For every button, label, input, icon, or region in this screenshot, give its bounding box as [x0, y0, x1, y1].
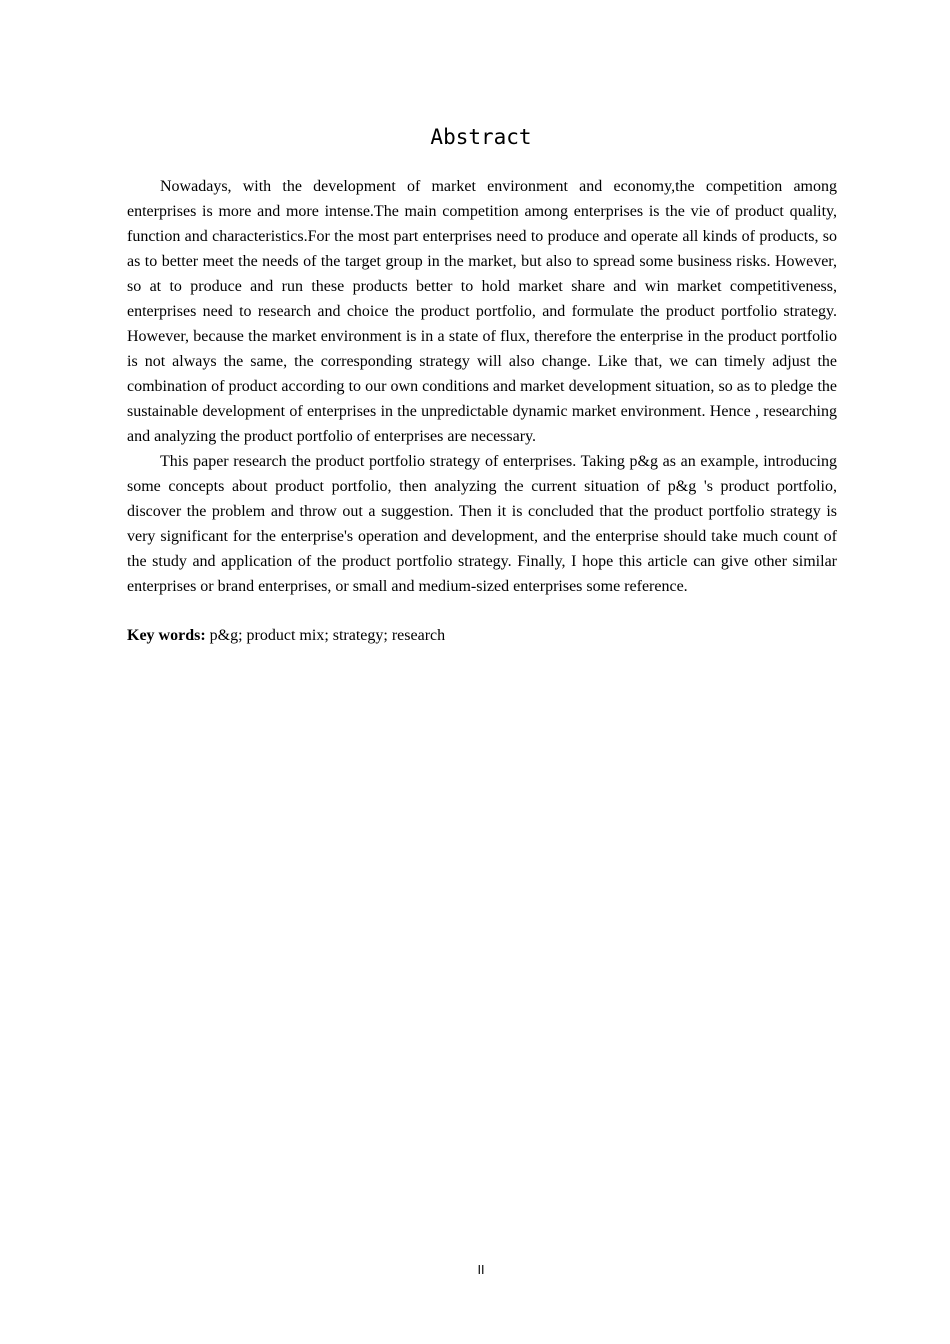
keywords-line [127, 623, 837, 648]
abstract-paragraph-1: Nowadays, with the development of market environment and economy,the competition among enterprises is more and more intense.The main competition among enterprises is the vie of product quality, function and characteristics.For the most part enterprises need to produce and operate all kinds of products, so as to better meet the needs of the target group in the market, but also to spread some business risks. However, so at to produce and run these products better to hold market share and win market competitiveness, enterprises need to research and choice the product portfolio, and formulate the product portfolio strategy. However, because the market environment is in a state of flux, therefore the enterprise in the product portfolio is not always the same, the corresponding strategy will also change. Like that, we can timely adjust the combination of product according to our own conditions and market development situation, so as to pledge the sustainable development of enterprises in the unpredictable dynamic market environment. Hence , researching and analyzing the product portfolio of enterprises are necessary. [127, 178, 837, 445]
abstract-body [127, 174, 837, 599]
page-number: II [477, 1263, 485, 1277]
keywords-label: Key words: [127, 627, 206, 644]
abstract-title: Abstract [430, 125, 532, 149]
abstract-paragraph-2: This paper research the product portfolio strategy of enterprises. Taking p&g as an example, introducing some concepts about product portfolio, then analyzing the current situation of p&g 's product portfolio, discover the problem and throw out a suggestion. Then it is concluded that the product portfolio strategy is very significant for the enterprise's operation and development, and the enterprise should take much count of the study and application of the product portfolio strategy. Finally, I hope this article can give other similar enterprises or brand enterprises, or small and medium-sized enterprises some reference. [127, 453, 837, 595]
keywords-value: p&g; product mix; strategy; research [209, 627, 446, 644]
